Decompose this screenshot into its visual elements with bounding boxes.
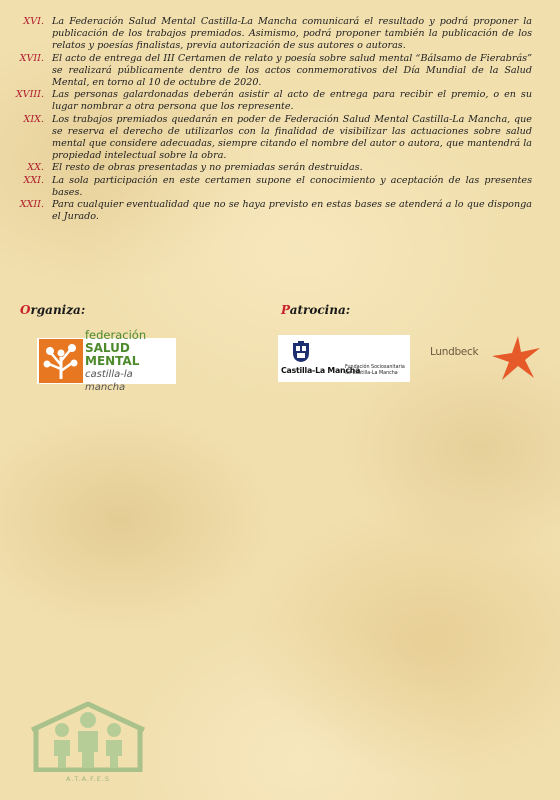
clause-number: XX. xyxy=(27,162,44,174)
clause-text: Las personas galardonadas deberán asistir al acto de entrega para recibir el premio, o en su lugar nombrar a otra persona que los represente. xyxy=(52,89,532,113)
federacion-wordmark xyxy=(85,329,176,394)
clause-text: Los trabajos premiados quedarán en poder de Federación Salud Mental Castilla-La Mancha, que se reserva el derecho de utilizarlos con la finalidad de visibilizar las actuaciones sobre salud mental que considere adecuadas, siempre citando el nombre del autor o autora, que mantendrá la propiedad intelectual sobre la obra. xyxy=(52,113,532,162)
federacion-line1: federación xyxy=(85,327,147,342)
clause-xx xyxy=(0,162,560,174)
clause-xvii xyxy=(0,53,560,90)
clause-number: XVIII. xyxy=(15,89,44,101)
organiza-initial: O xyxy=(20,303,31,317)
patrocina-rest: atrocina: xyxy=(289,303,351,317)
federacion-line2: SALUD MENTAL xyxy=(85,340,140,368)
castilla-sub-line1: Fundación Sociosanitaria xyxy=(345,365,405,370)
lundbeck-wordmark: Lundbeck xyxy=(430,346,479,358)
clause-number: XIX. xyxy=(23,113,44,125)
castilla-sub-line2: de Castilla-La Mancha xyxy=(345,370,398,376)
clauses-list xyxy=(0,16,560,223)
clause-text: El resto de obras presentadas y no premiadas serán destruidas. xyxy=(52,162,363,174)
patrocina-initial: P xyxy=(281,303,290,317)
castilla-la-mancha-logo xyxy=(278,335,410,382)
clause-number: XXII. xyxy=(19,199,44,211)
federacion-line3: castilla-la mancha xyxy=(85,368,133,393)
patrocina-heading xyxy=(281,303,350,317)
federacion-tree-icon xyxy=(39,339,83,383)
clause-xix xyxy=(0,114,560,163)
federacion-salud-mental-logo xyxy=(37,327,176,393)
clause-number: XVII. xyxy=(19,52,44,64)
clause-xxi xyxy=(0,175,560,199)
clause-number: XXI. xyxy=(23,174,44,186)
clause-xvi xyxy=(0,16,560,53)
atafes-house-logo xyxy=(28,700,148,772)
clause-text: Para cualquier eventualidad que no se haya previsto en estas bases se atenderá a lo que disponga el Jurado. xyxy=(52,199,532,223)
castilla-shield-icon xyxy=(292,341,310,363)
castilla-subtitle xyxy=(345,365,409,376)
organiza-rest: rganiza: xyxy=(30,303,86,317)
castilla-name: Castilla-La Mancha xyxy=(281,366,361,375)
clause-xviii xyxy=(0,89,560,113)
atafes-name: A.T.A.F.E.S xyxy=(65,775,111,783)
clause-number: XVI. xyxy=(23,16,44,27)
clause-text: La sola participación en este certamen supone el conocimiento y aceptación de las presentes bases. xyxy=(52,174,532,198)
clause-text: La Federación Salud Mental Castilla-La Mancha comunicará el resultado y podrá proponer la publicación de los trabajos premiados. Asimismo, podrá proponer también la publicación de los relatos y poesías finalistas, previa autorización de sus autores o autoras. xyxy=(52,16,532,52)
clause-xxii xyxy=(0,199,560,223)
lundbeck-logo xyxy=(428,334,544,382)
clause-text: El acto de entrega del III Certamen de relato y poesía sobre salud mental “Bálsamo de Fierabrás” se realizará públicamente dentro de los actos conmemorativos del Día Mundial de la Salud Mental, en torno al 10 de octubre de 2020. xyxy=(52,52,532,89)
starfish-icon xyxy=(488,334,542,382)
organiza-heading xyxy=(20,303,85,317)
